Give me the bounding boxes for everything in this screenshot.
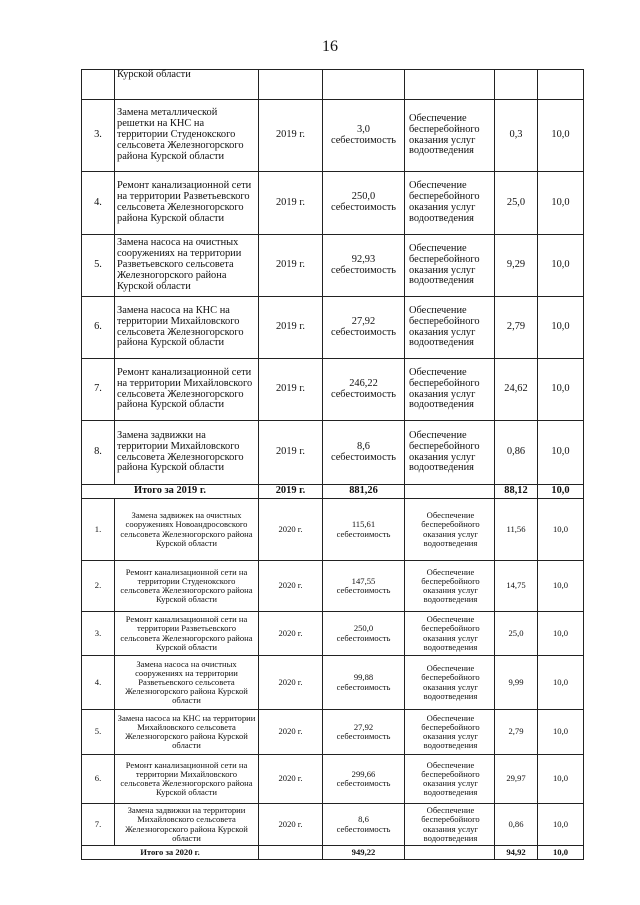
cost-cell [323,100,405,172]
percent: 10,0 [538,499,584,561]
cost-value: 299,66 [351,768,376,779]
year: 2020 г. [259,561,323,612]
table-row [82,359,584,421]
year: 2019 г. [259,235,323,297]
goal: Обеспечение бесперебойного оказания услуг водоотведения [405,561,495,612]
cost-cell [323,499,405,561]
amount: 0,86 [495,804,538,846]
row-number: 4. [82,656,115,710]
total-year: 2019 г. [259,485,323,499]
cost-cell [323,710,405,755]
row-number: 8. [82,421,115,485]
year: 2020 г. [259,499,323,561]
amount: 0,86 [495,421,538,485]
table-row [82,499,584,561]
measure-name: Ремонт канализационной сети на территории Михайловского сельсовета Железногорского района Курской области [115,755,259,804]
goal: Обеспечение бесперебойного оказания услуг водоотведения [405,612,495,656]
goal: Обеспечение бесперебойного оказания услуг водоотведения [405,359,495,421]
year: 2019 г. [259,100,323,172]
year: 2019 г. [259,359,323,421]
table-row [82,804,584,846]
cost-cell [323,235,405,297]
cost-source: себестоимость [336,778,391,788]
cost-source: себестоимость [336,585,391,595]
goal: Обеспечение бесперебойного оказания услуг водоотведения [405,499,495,561]
measure-name: Ремонт канализационной сети на территории Михайловского сельсовета Железногорского района Курской области [115,359,259,421]
measure-name: Замена металлической решетки на КНС на территории Студенокского сельсовета Железногорского района Курской области [115,100,259,172]
percent: 10,0 [538,421,584,485]
cost-value: 115,61 [351,519,376,530]
amount: 24,62 [495,359,538,421]
cost-source: себестоимость [330,134,397,146]
table-row [82,172,584,235]
table-row [82,421,584,485]
total-label: Итого за 2019 г. [82,485,259,499]
cost-cell [323,755,405,804]
table-row [82,710,584,755]
percent: 10,0 [538,235,584,297]
total-cost: 949,22 [323,846,405,860]
measure-name: Замена задвижек на очистных сооружениях Новоандросовского сельсовета Железногорского района Курской области [115,499,259,561]
amount: 25,0 [495,172,538,235]
total-label: Итого за 2020 г. [82,846,259,860]
year: 2020 г. [259,804,323,846]
percent: 10,0 [538,359,584,421]
cost-source: себестоимость [330,264,397,276]
measure-name: Замена насоса на очистных сооружениях на территории Разветьевского сельсовета Железногорского района Курской области [115,656,259,710]
cost-source: себестоимость [336,632,391,643]
measure-name: Ремонт канализационной сети на территории Студенокского сельсовета Железногорского района Курской области [115,561,259,612]
cost-source: себестоимость [336,823,391,834]
page-number: 16 [322,38,338,55]
total-amount: 88,12 [495,485,538,499]
measure-name: Замена насоса на очистных сооружениях на территории Разветьевского сельсовета Железногорского района Курской области [115,235,259,297]
cost-source: себестоимость [336,681,391,692]
cost-source: себестоимость [330,326,397,338]
total-cost: 881,26 [323,485,405,499]
percent: 10,0 [538,755,584,804]
year: 2019 г. [259,297,323,359]
row-number: 3. [82,100,115,172]
percent: 10,0 [538,656,584,710]
cost-value: 8,6 [357,440,370,452]
goal: Обеспечение бесперебойного оказания услуг водоотведения [405,710,495,755]
measure-name: Замена насоса на КНС на территории Михайловского сельсовета Железногорского района Курской области [115,710,259,755]
amount: 9,29 [495,235,538,297]
amount: 9,99 [495,656,538,710]
cost-value: 27,92 [353,721,374,732]
cost-cell [323,172,405,235]
year: 2020 г. [259,612,323,656]
percent: 10,0 [538,804,584,846]
investment-table [81,69,584,860]
cost-cell [323,561,405,612]
amount: 29,97 [495,755,538,804]
year: 2020 г. [259,710,323,755]
cost-cell [323,421,405,485]
percent: 10,0 [538,172,584,235]
cost-cell [323,804,405,846]
cost-source: себестоимость [336,731,391,741]
table-row [82,755,584,804]
total-row [82,846,584,860]
cost-value: 250,0 [351,191,376,203]
row-number: 6. [82,297,115,359]
percent: 10,0 [538,561,584,612]
table-row [82,100,584,172]
measure-name: Курской области [115,70,259,100]
amount: 14,75 [495,561,538,612]
table-row [82,612,584,656]
measure-name: Замена задвижки на территории Михайловского сельсовета Железногорского района Курской области [115,421,259,485]
percent: 10,0 [538,710,584,755]
row-number: 2. [82,561,115,612]
goal: Обеспечение бесперебойного оказания услуг водоотведения [405,804,495,846]
cost-value: 92,93 [351,253,376,265]
amount: 11,56 [495,499,538,561]
row-number: 5. [82,710,115,755]
percent: 10,0 [538,297,584,359]
year: 2020 г. [259,755,323,804]
cost-cell [323,656,405,710]
goal: Обеспечение бесперебойного оказания услуг водоотведения [405,235,495,297]
cost-value: 250,0 [353,623,374,634]
cost-value: 99,88 [353,672,374,683]
amount: 0,3 [495,100,538,172]
total-goal [405,485,495,499]
cost-source: себестоимость [336,528,391,539]
table-row-continuation [82,70,584,100]
row-number: 5. [82,235,115,297]
table-row [82,235,584,297]
cost-source: себестоимость [330,451,397,463]
row-number: 7. [82,359,115,421]
row-number: 3. [82,612,115,656]
total-percent: 10,0 [538,846,584,860]
total-goal [405,846,495,860]
amount: 2,79 [495,297,538,359]
cost-source: себестоимость [330,202,397,213]
cost-value: 8,6 [358,814,369,825]
amount: 25,0 [495,612,538,656]
row-number: 1. [82,499,115,561]
year: 2019 г. [259,421,323,485]
cost-source: себестоимость [330,388,397,400]
table-row [82,656,584,710]
measure-name: Замена насоса на КНС на территории Михайловского сельсовета Железногорского района Курской области [115,297,259,359]
year: 2020 г. [259,656,323,710]
cost-value: 27,92 [351,315,376,327]
percent: 10,0 [538,100,584,172]
total-amount: 94,92 [495,846,538,860]
measure-name: Ремонт канализационной сети на территории Разветьевского сельсовета Железногорского района Курской области [115,172,259,235]
cost-value: 3,0 [357,123,370,135]
amount: 2,79 [495,710,538,755]
row-number: 6. [82,755,115,804]
goal: Обеспечение бесперебойного оказания услуг водоотведения [405,297,495,359]
cost-value: 246,22 [349,377,378,389]
measure-name: Ремонт канализационной сети на территории Разветьевского сельсовета Железногорского района Курской области [115,612,259,656]
table-row [82,561,584,612]
measure-name: Замена задвижки на территории Михайловского сельсовета Железногорского района Курской области [115,804,259,846]
goal: Обеспечение бесперебойного оказания услуг водоотведения [405,100,495,172]
row-number: 4. [82,172,115,235]
total-percent: 10,0 [538,485,584,499]
row-number: 7. [82,804,115,846]
total-row [82,485,584,499]
cost-value: 147,55 [351,575,376,586]
cost-cell [323,612,405,656]
table-row [82,297,584,359]
goal: Обеспечение бесперебойного оказания услуг водоотведения [405,755,495,804]
percent: 10,0 [538,612,584,656]
cost-cell [323,359,405,421]
cost-cell [323,297,405,359]
total-year [259,846,323,860]
goal: Обеспечение бесперебойного оказания услуг водоотведения [405,656,495,710]
year: 2019 г. [259,172,323,235]
goal: Обеспечение бесперебойного оказания услуг водоотведения [405,172,495,235]
goal: Обеспечение бесперебойного оказания услуг водоотведения [405,421,495,485]
